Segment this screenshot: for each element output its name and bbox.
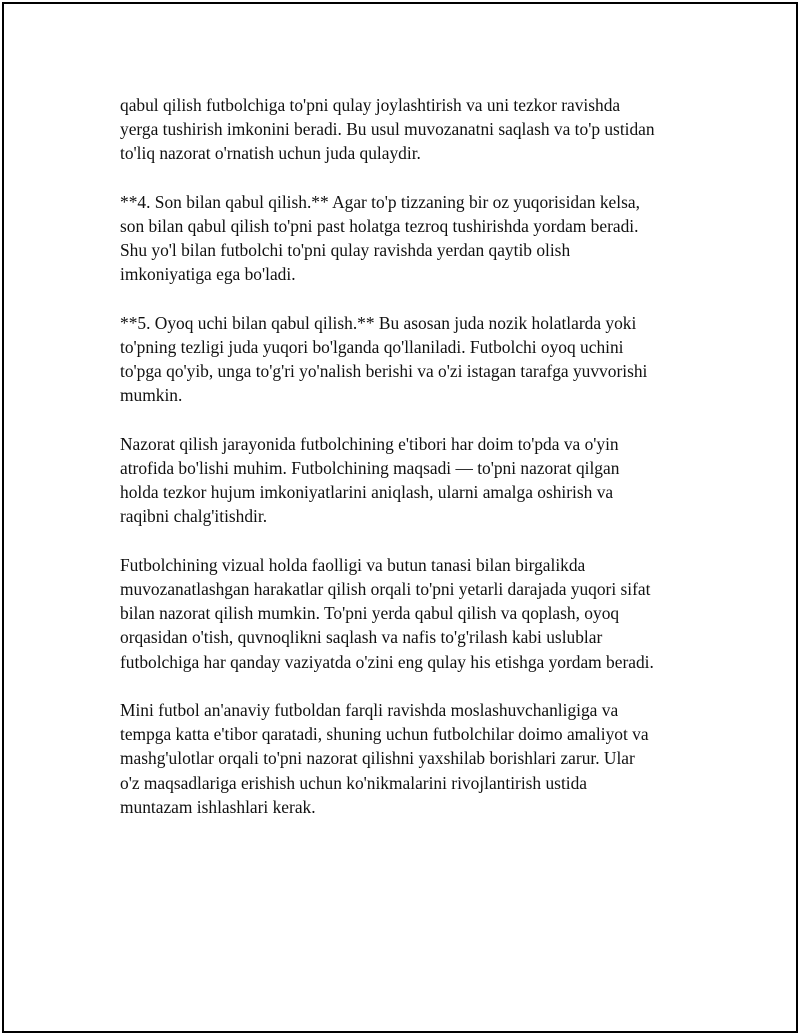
page-frame (2, 2, 798, 1033)
paragraph-5: Futbolchining vizual holda faolligi va butun tanasi bilan birgalikda muvozanatlashgan harakatlar qilish orqali to'pni yetarli darajada yuqori sifat bilan nazorat qilish mumkin. To'pni yerda qabul qilish va qoplash, oyoq orqasidan o'tish, quvnoqlikni saqlash va nafis to'g'rilash kabi uslublar futbolchiga har qanday vaziyatda o'zini eng qulay his etishga yordam beradi. (120, 554, 654, 672)
document-body (120, 93, 700, 843)
paragraph-6: Mini futbol an'anaviy futboldan farqli ravishda moslashuvchanligiga va tempga katta e'tibor qaratadi, shuning uchun futbolchilar doimo amaliyot va mashg'ulotlar orqali to'pni nazorat qilishni yaxshilab borishlari zarur. Ular o'z maqsadlariga erishish uchun ko'nikmalarini rivojlantirish ustida muntazam ishlashlari kerak. (120, 700, 649, 817)
paragraph-3: **5. Oyoq uchi bilan qabul qilish.** Bu asosan juda nozik holatlarda yoki to'pning tezligi juda yuqori bo'lganda qo'llaniladi. Futbolchi oyoq uchini to'pga qo'yib, unga to'g'ri yo'nalish berishi va o'zi istagan tarafga yuvvorishi mumkin. (120, 312, 648, 406)
paragraph-4: Nazorat qilish jarayonida futbolchining e'tibori har doim to'pda va o'yin atrofida bo'lishi muhim. Futbolchining maqsadi — to'pni nazorat qilgan holda tezkor hujum imkoniyatlarini aniqlash, ularni amalga oshirish va raqibni chalg'itishdir. (120, 433, 620, 527)
paragraph-2: **4. Son bilan qabul qilish.** Agar to'p tizzaning bir oz yuqorisidan kelsa, son bilan qabul qilish to'pni past holatga tezroq tushirishda yordam beradi. Shu yo'l bilan futbolchi to'pni qulay ravishda yerdan qaytib olish imkoniyatiga ega bo'ladi. (120, 191, 640, 285)
paragraph-1: qabul qilish futbolchiga to'pni qulay joylashtirish va uni tezkor ravishda yerga tushirish imkonini beradi. Bu usul muvozanatni saqlash va to'p ustidan to'liq nazorat o'rnatish uchun juda qulaydir. (120, 95, 655, 164)
